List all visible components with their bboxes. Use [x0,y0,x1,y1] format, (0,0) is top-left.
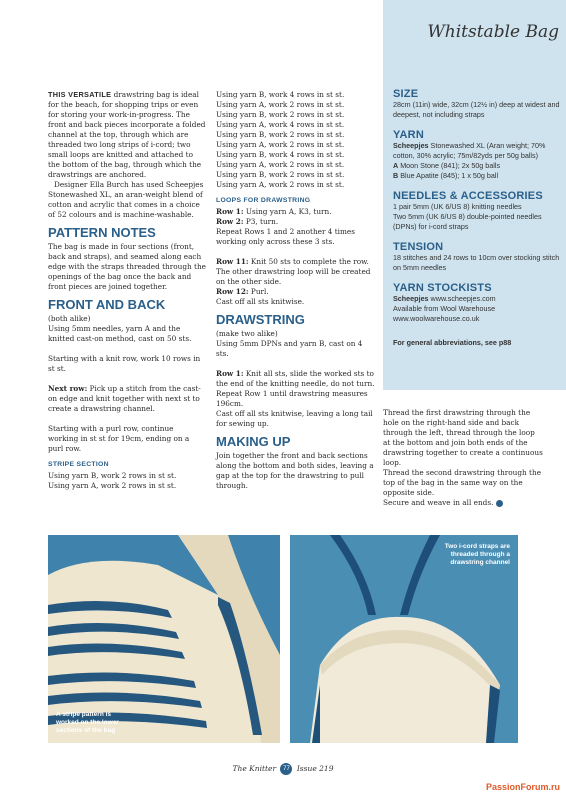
stripe-heading: STRIPE SECTION [48,461,109,468]
column-1 [48,90,206,491]
loops-heading: LOOPS FOR DRAWSTRING [216,197,311,204]
making-up-heading: MAKING UP [216,434,291,449]
column-2 [216,90,376,491]
making-up-step-2: Thread the first drawstring through the hole on the right-hand side and back through the left, thread through the loop at the bottom and join both ends of the drawstring together to create a continuous loop. [383,408,543,467]
loops-row-11: Row 11: Knit 50 sts to complete the row. The other drawstring loop will be created on the other side. [216,257,371,286]
size-heading: SIZE [393,88,419,100]
stripe-row: Using yarn A, work 2 rows in st st. [216,140,345,149]
page-number: 77 [280,763,292,775]
site-watermark: PassionForum.ru [485,782,560,792]
stockist-1: Scheepjes www.scheepjes.com [393,294,496,303]
front-back-step-1: Using 5mm needles, yarn A and the knitted cast-on method, cast on 50 sts. [48,324,192,343]
stripe-row: Using yarn B, work 2 rows in st st. [216,170,345,179]
drawstring-repeat: Repeat Row 1 until drawstring measures 196cm. [216,389,368,408]
stockist-3: www.woolwarehouse.co.uk [393,314,480,323]
yarn-text: Scheepjes Stonewashed XL (Aran weight; 70% cotton, 30% acrylic; 75m/82yds per 50g balls) [393,141,546,160]
issue-number: Issue 219 [296,764,334,773]
front-back-step-4: Starting with a purl row, continue working in st st for 19cm, ending on a purl row. [48,424,190,453]
yarn-a: A Moon Stone (841); 2x 50g balls [393,161,501,170]
stripe-row-2: Using yarn A, work 2 rows in st st. [48,481,177,490]
loops-castoff: Cast off all sts knitwise. [216,297,305,306]
column-3 [383,408,543,508]
stripe-row-1: Using yarn B, work 2 rows in st st. [48,471,177,480]
magazine-name: The Knitter [232,764,277,773]
info-panel [383,0,566,390]
making-up-step-4: Secure and weave in all ends. [383,498,543,508]
pattern-notes-text: The bag is made in four sections (front, back and straps), and seamed along each edge with the straps threaded through the openings of the bag once the back and front pieces are joined together. [48,242,206,291]
yarn-b: B Blue Apatite (845); 1 x 50g ball [393,171,499,180]
drawstring-sub: (make two alike) [216,329,278,338]
tension-text: 18 stitches and 24 rows to 10cm over stocking stitch on 5mm needles [393,253,560,272]
drawstring-heading: DRAWSTRING [216,312,305,327]
loops-repeat: Repeat Rows 1 and 2 another 4 times working only across these 3 sts. [216,227,355,246]
front-back-step-3: Next row: Pick up a stitch from the cast-on edge and knit together with next st to create a drawstring channel. [48,384,201,413]
needles-2: Two 5mm (UK 6/US 8) double-pointed needles (DPNs) for i-cord straps [393,212,542,231]
stripe-row: Using yarn A, work 2 rows in st st. [216,180,345,189]
making-up-step-1: Join together the front and back sections along the bottom and both sides, leaving a gap at the top for the drawstring to pull through. [216,451,374,490]
stripe-row: Using yarn B, work 2 rows in st st. [216,130,345,139]
yarn-heading: YARN [393,129,424,141]
photo-striped-bag [48,535,280,743]
drawstring-row-1: Row 1: Knit all sts, slide the worked sts to the end of the knitting needle, do not turn. [216,369,375,388]
stripe-row: Using yarn A, work 2 rows in st st. [216,100,345,109]
front-back-sub: (both alike) [48,314,91,323]
stripe-row: Using yarn A, work 2 rows in st st. [216,160,345,169]
loops-row-2: Row 2: P3, turn. [216,217,279,226]
drawstring-step-1: Using 5mm DPNs and yarn B, cast on 4 sts. [216,339,363,358]
needles-heading: NEEDLES & ACCESSORIES [393,190,543,202]
stockists-heading: YARN STOCKISTS [393,282,492,294]
size-text: 28cm (11in) wide, 32cm (12½ in) deep at widest and deepest, not including straps [393,100,560,119]
making-up-step-3: Thread the second drawstring through the top of the bag in the same way on the opposite side. [383,468,542,497]
panel-body [393,88,561,347]
front-back-heading: FRONT AND BACK [48,297,166,312]
pattern-notes-heading: PATTERN NOTES [48,225,156,240]
needles-1: 1 pair 5mm (UK 6/US 8) knitting needles [393,202,522,211]
intro-paragraph: THIS VERSATILE drawstring bag is ideal for the beach, for shopping trips or even for storing your work-in-progress. The front and back pieces incorporate a folded channel at the top, through which are threaded two long strips of i-cord; two small loops are knitted and attached to the bottom of the bag, through which the drawstrings are anchored. [48,90,206,179]
left-photo-caption: A stripe pattern is worked on the lower sections of the bag [56,711,119,734]
stockist-2: Available from Wool Warehouse [393,304,496,313]
stripe-row: Using yarn B, work 2 rows in st st. [216,110,345,119]
drawstring-castoff: Cast off all sts knitwise, leaving a long tail for sewing up. [216,409,373,428]
pattern-title: Whitstable Bag [427,22,559,42]
abbreviations-note: For general abbreviations, see p88 [393,338,512,347]
right-photo-caption: Two i-cord straps are threaded through a drawstring channel [444,543,510,566]
end-mark-icon [496,500,503,507]
loops-row-12: Row 12: Purl. [216,287,269,296]
tension-heading: TENSION [393,241,444,253]
front-back-step-2: Starting with a knit row, work 10 rows in st st. [48,354,201,373]
page-footer [0,763,566,775]
stripe-row: Using yarn B, work 4 rows in st st. [216,90,345,99]
loops-row-1: Row 1: Using yarn A, K3, turn. [216,207,332,216]
stripe-rows [216,90,376,190]
photo-drawstring-bag [290,535,518,743]
stripe-row: Using yarn A, work 4 rows in st st. [216,120,345,129]
intro-paragraph-2: Designer Ella Burch has used Scheepjes Stonewashed XL, an aran-weight blend of cotton and acrylic that comes in a choice of 52 colours and is machine-washable. [48,180,204,219]
stripe-row: Using yarn B, work 4 rows in st st. [216,150,345,159]
